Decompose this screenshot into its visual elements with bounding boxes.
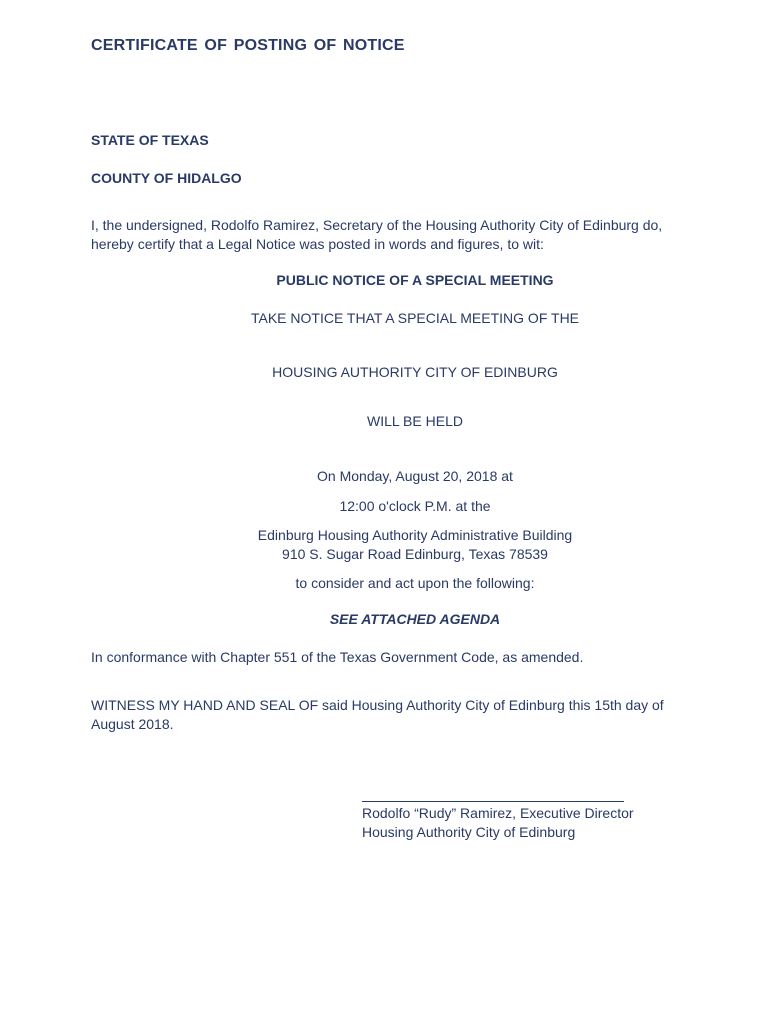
witness-line-1: WITNESS MY HAND AND SEAL OF said Housing Authority City of Edinburg this 15th day of [91,697,664,713]
intro-line-1: I, the undersigned, Rodolfo Ramirez, Secretary of the Housing Authority City of Edinburg do, [91,217,663,233]
intro-line-2: hereby certify that a Legal Notice was posted in words and figures, to wit: [91,236,544,252]
signature-line [362,801,624,802]
signatory-organization: Housing Authority City of Edinburg [362,824,576,840]
consider-line: to consider and act upon the following: [295,575,535,591]
take-notice-line: TAKE NOTICE THAT A SPECIAL MEETING OF THE [250,310,580,326]
meeting-date: On Monday, August 20, 2018 at [317,468,513,484]
document-title: CERTIFICATE OF POSTING OF NOTICE [91,37,405,54]
location-line-2: 910 S. Sugar Road Edinburg, Texas 78539 [282,546,548,562]
state-label: STATE OF TEXAS [91,132,209,148]
conformance-line: In conformance with Chapter 551 of the Texas Government Code, as amended. [91,649,584,665]
will-be-held-line: WILL BE HELD [367,413,463,429]
meeting-time: 12:00 o'clock P.M. at the [339,498,491,514]
witness-line-2: August 2018. [91,716,174,732]
location-line-1: Edinburg Housing Authority Administrative Building [257,527,573,543]
agenda-line: SEE ATTACHED AGENDA [329,611,501,627]
signatory-name: Rodolfo “Rudy” Ramirez, Executive Director [362,805,634,821]
county-label: COUNTY OF HIDALGO [91,170,242,186]
notice-heading: PUBLIC NOTICE OF A SPECIAL MEETING [276,272,554,288]
authority-name: HOUSING AUTHORITY CITY OF EDINBURG [272,364,558,380]
